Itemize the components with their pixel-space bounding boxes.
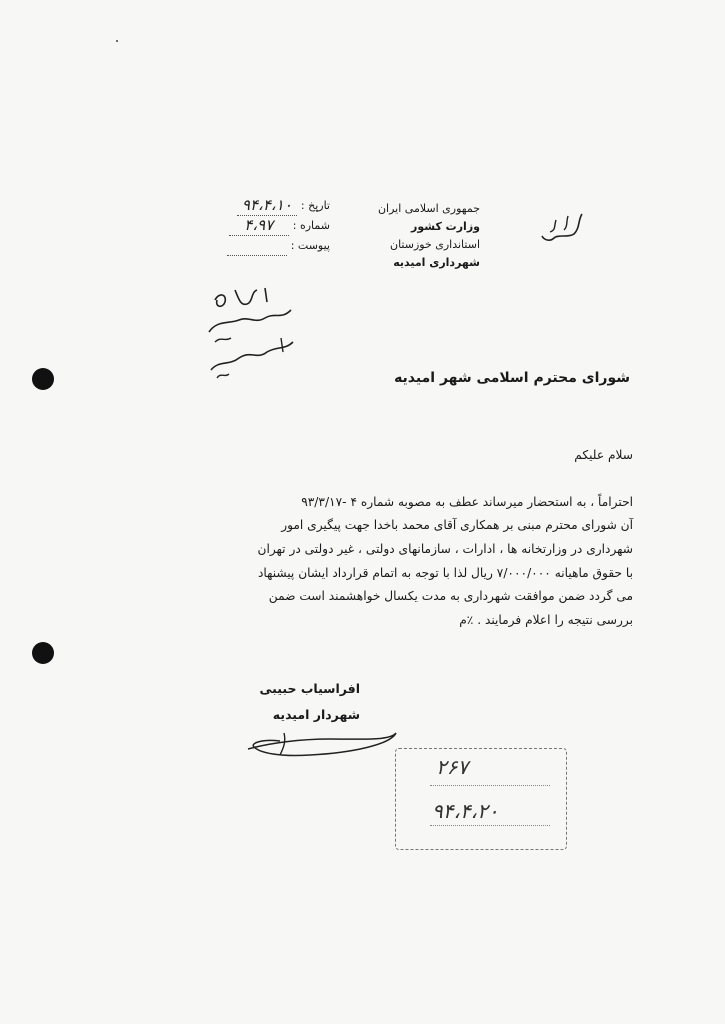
- body-paragraph: احتراماً ، به استحضار میرساند عطف به مصوبه شماره ۴ -۹۳/۳/۱۷ آن شورای محترم مبنی بر همکاری آقای محمد باخدا جهت پیگیری امور شهرداری در وزارتخانه ها ، ادارات ، سازمانهای دولتی ، غیر دولتی در تهران با حقوق ماهیانه ۷/۰۰۰/۰۰۰ ریال لذا با توجه به اتمام قرارداد ایشان پیشنهاد می گردد ضمن موافقت شهرداری به مدت یکسال خواهشمند است ضمن بررسی نتیجه را اعلام فرمایند . ٪م: [257, 494, 633, 627]
- letterhead-ministry: وزارت کشور: [411, 220, 480, 233]
- letter-body: [200, 420, 633, 656]
- letterhead-province: استانداری خوزستان: [389, 238, 480, 251]
- date-label: تاریخ :: [300, 199, 330, 212]
- signature-block: [250, 676, 360, 728]
- letter-meta: [180, 196, 330, 256]
- recipient-line: شورای محترم اسلامی شهر امیدیه: [394, 370, 630, 386]
- stamp-dotline: [430, 825, 550, 826]
- scan-speck: [116, 40, 118, 42]
- letterhead-country: جمهوری اسلامی ایران: [377, 202, 480, 215]
- number-row: [180, 216, 330, 236]
- punch-hole-top: [32, 368, 54, 390]
- date-value: ۹۴،۴،۱۰: [237, 195, 297, 216]
- number-label: شماره :: [292, 219, 330, 232]
- registration-stamp: [395, 748, 567, 850]
- bismillah-handwriting: [538, 208, 588, 248]
- letterhead-municipality: شهرداری امیدیه: [393, 256, 480, 269]
- attachment-value: [227, 255, 287, 256]
- stamp-number: ۲۶۷: [436, 755, 469, 779]
- number-value: ۴،۹۷: [229, 215, 289, 236]
- stamp-dotline: [430, 785, 550, 786]
- punch-hole-bottom: [32, 642, 54, 664]
- attachment-label: پیوست :: [290, 239, 330, 252]
- greeting: سلام علیکم: [574, 447, 633, 462]
- handwritten-signature: [240, 725, 400, 765]
- attachment-row: [180, 236, 330, 256]
- letterhead: [350, 200, 480, 272]
- date-row: [180, 196, 330, 216]
- signer-title: شهردار امیدیه: [272, 707, 360, 722]
- stamp-date: ۹۴،۴،۲۰: [432, 799, 499, 823]
- handwritten-margin-note: [195, 280, 315, 390]
- signer-name: افراسیاب حبیبی: [259, 681, 360, 696]
